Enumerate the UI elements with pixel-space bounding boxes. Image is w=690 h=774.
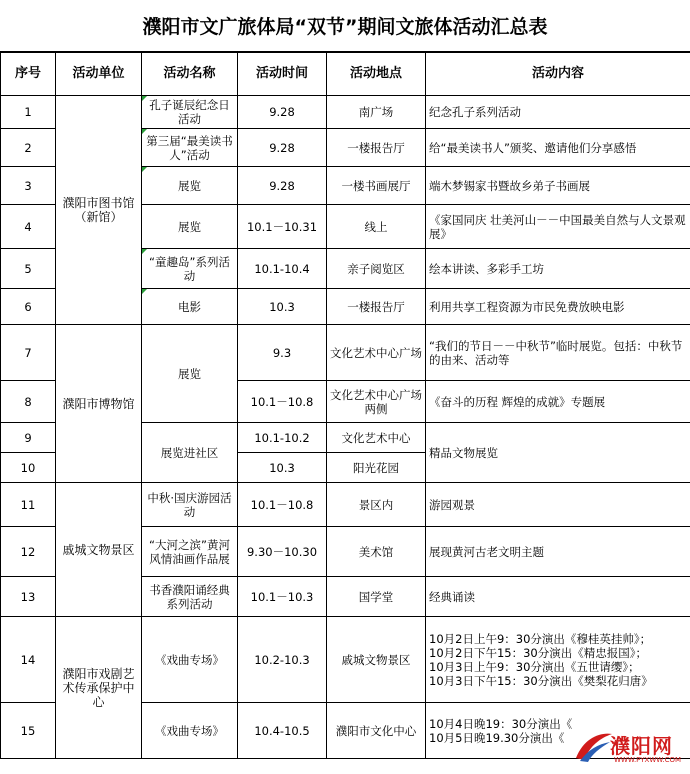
activity-name: 《戏曲专场》: [142, 703, 238, 759]
activity-place: 一楼书画展厅: [327, 167, 426, 205]
activity-name: 第三届“最美读书人”活动: [142, 129, 238, 167]
row-no: 1: [1, 96, 56, 129]
activity-content: 端木梦锡家书暨故乡弟子书画展: [426, 167, 690, 205]
table-row: [1, 617, 690, 703]
content-line: 10月2日下午15：30分演出《精忠报国》；: [429, 645, 647, 660]
page-title: 濮阳市文广旅体局“双节”期间文旅体活动汇总表: [0, 0, 690, 52]
content-line: 10月2日上午9：30分演出《穆桂英挂帅》；: [429, 631, 652, 646]
unit-cell: 濮阳市图书馆（新馆）: [56, 96, 142, 325]
watermark-text: 濮阳网: [610, 734, 673, 758]
row-no: 4: [1, 205, 56, 249]
row-no: 9: [1, 423, 56, 453]
activity-place: 一楼报告厅: [327, 289, 426, 325]
row-no: 2: [1, 129, 56, 167]
activity-name: 书香濮阳诵经典系列活动: [142, 577, 238, 617]
activity-name: 展览进社区: [142, 423, 238, 483]
header-time: 活动时间: [238, 53, 327, 96]
row-no: 3: [1, 167, 56, 205]
activity-place: 戚城文物景区: [327, 617, 426, 703]
activity-time: 10.1－10.8: [238, 483, 327, 527]
row-no: 14: [1, 617, 56, 703]
activity-place: 文化艺术中心: [327, 423, 426, 453]
table-row: [1, 325, 690, 381]
activity-content: 《奋斗的历程 辉煌的成就》专题展: [426, 381, 690, 423]
row-no: 12: [1, 527, 56, 577]
content-line: 10月3日下午15：30分演出《樊梨花归唐》: [429, 673, 653, 688]
activity-place: 国学堂: [327, 577, 426, 617]
activity-name: 孔子诞辰纪念日活动: [142, 96, 238, 129]
activity-time: 9.3: [238, 325, 327, 381]
activity-time: 9.30－10.30: [238, 527, 327, 577]
activity-content: [426, 617, 690, 703]
activity-table: [0, 52, 690, 759]
activity-place: 亲子阅览区: [327, 249, 426, 289]
table-row: [1, 96, 690, 129]
swoosh-logo-icon: [574, 728, 614, 764]
watermark-url: WWW.PYXWW.COM: [614, 756, 682, 764]
activity-place: 一楼报告厅: [327, 129, 426, 167]
activity-time: 9.28: [238, 167, 327, 205]
header-no: 序号: [1, 53, 56, 96]
activity-content: 《家国同庆 壮美河山－－中国最美自然与人文景观展》: [426, 205, 690, 249]
activity-time: 9.28: [238, 96, 327, 129]
header-row: [1, 53, 690, 96]
activity-place: 线上: [327, 205, 426, 249]
unit-cell: 戚城文物景区: [56, 483, 142, 617]
activity-place: 南广场: [327, 96, 426, 129]
activity-place: 景区内: [327, 483, 426, 527]
row-no: 6: [1, 289, 56, 325]
activity-content: 绘本讲读、多彩手工坊: [426, 249, 690, 289]
activity-time: 10.1－10.31: [238, 205, 327, 249]
header-unit: 活动单位: [56, 53, 142, 96]
row-no: 5: [1, 249, 56, 289]
activity-name: “童趣岛”系列活动: [142, 249, 238, 289]
header-name: 活动名称: [142, 53, 238, 96]
activity-place: 文化艺术中心广场: [327, 325, 426, 381]
unit-cell: 濮阳市博物馆: [56, 325, 142, 483]
activity-content: 精品文物展览: [426, 423, 690, 483]
table-row: [1, 483, 690, 527]
content-line: 10月4日晚19：30分演出《: [429, 716, 573, 731]
activity-name: 中秋·国庆游园活动: [142, 483, 238, 527]
activity-time: 10.1－10.3: [238, 577, 327, 617]
activity-name: 展览: [142, 325, 238, 423]
activity-content: 经典诵读: [426, 577, 690, 617]
activity-time: 10.3: [238, 289, 327, 325]
activity-name: 《戏曲专场》: [142, 617, 238, 703]
activity-time: 9.28: [238, 129, 327, 167]
activity-name: 电影: [142, 289, 238, 325]
activity-place: 阳光花园: [327, 453, 426, 483]
site-watermark: [574, 728, 686, 768]
row-no: 8: [1, 381, 56, 423]
row-no: 7: [1, 325, 56, 381]
activity-name: “大河之滨”黄河风情油画作品展: [142, 527, 238, 577]
activity-time: 10.2-10.3: [238, 617, 327, 703]
unit-cell: 濮阳市戏剧艺术传承保护中心: [56, 617, 142, 759]
row-no: 13: [1, 577, 56, 617]
activity-time: 10.4-10.5: [238, 703, 327, 759]
content-line: 10月3日上午9：30分演出《五世请缨》；: [429, 659, 640, 674]
activity-content: 展现黄河古老文明主题: [426, 527, 690, 577]
activity-place: 濮阳市文化中心: [327, 703, 426, 759]
activity-content: “我们的节日－－中秋节”临时展览。包括：中秋节的由来、活动等: [426, 325, 690, 381]
activity-content: 纪念孔子系列活动: [426, 96, 690, 129]
activity-content: 游园观景: [426, 483, 690, 527]
header-place: 活动地点: [327, 53, 426, 96]
activity-time: 10.1-10.2: [238, 423, 327, 453]
activity-content: 利用共享工程资源为市民免费放映电影: [426, 289, 690, 325]
content-line: 10月5日晚19.30分演出《: [429, 730, 565, 745]
activity-name: 展览: [142, 167, 238, 205]
activity-place: 文化艺术中心广场两侧: [327, 381, 426, 423]
activity-name: 展览: [142, 205, 238, 249]
row-no: 11: [1, 483, 56, 527]
activity-time: 10.3: [238, 453, 327, 483]
activity-time: 10.1-10.4: [238, 249, 327, 289]
row-no: 15: [1, 703, 56, 759]
activity-time: 10.1－10.8: [238, 381, 327, 423]
header-content: 活动内容: [426, 53, 690, 96]
activity-place: 美术馆: [327, 527, 426, 577]
row-no: 10: [1, 453, 56, 483]
activity-content: 给“最美读书人”颁奖、邀请他们分享感悟: [426, 129, 690, 167]
